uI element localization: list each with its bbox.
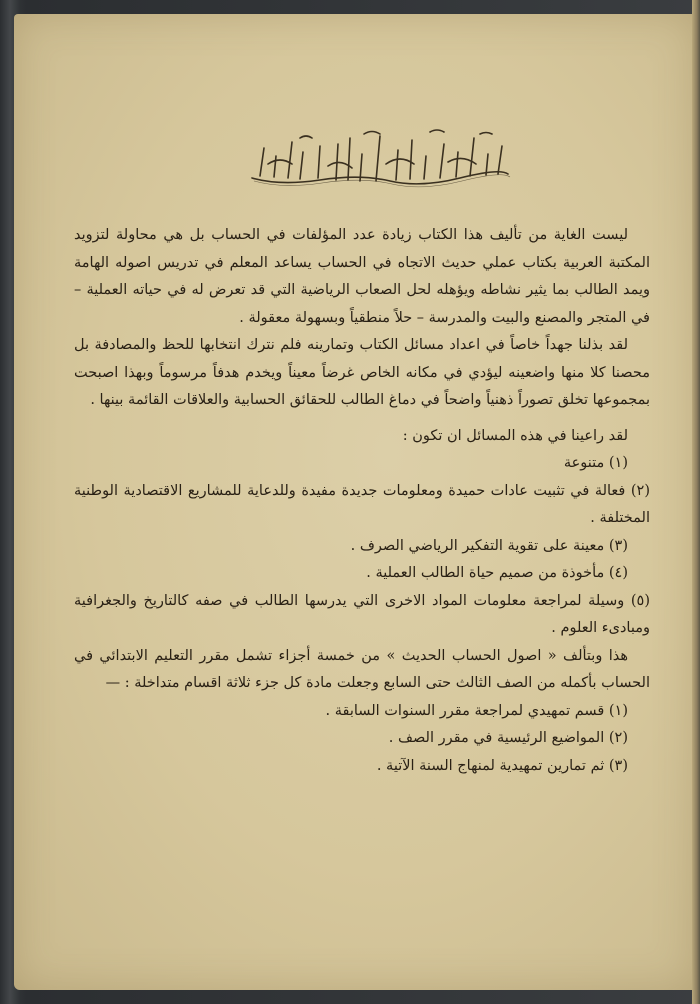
paragraph-structure: هذا وبتألف « اصول الحساب الحديث » من خمسة أجزاء تشمل مقرر التعليم الابتدائي في الحساب بأكمله من الصف الثالث حتى السابع وجعلت مادة كل جزء ثلاثة اقسام متداخلة : — (74, 647, 650, 691)
section-item-1: (١) قسم تمهيدي لمراجعة مقرر السنوات السابقة . (325, 702, 628, 719)
goal-item-3: (٣) معينة على تقوية التفكير الرياضي الصرف . (350, 537, 628, 554)
goal-item-1: (١) متنوعة (563, 455, 628, 471)
basmala-calligraphy (240, 126, 520, 196)
section-item-3: (٣) ثم تمارين تمهيدية لمنهاج السنة الآتية . (376, 757, 628, 774)
goal-item-2: (٢) فعالة في تثبيت عادات حميدة ومعلومات جديدة مفيدة وللدعاية للمشاريع الاقتصادية الوطنية المختلفة . (74, 482, 650, 526)
preface-text (74, 222, 650, 780)
goal-item-5: (٥) وسيلة لمراجعة معلومات المواد الاخرى التي يدرسها الطالب في صفه كالتاريخ والجغرافية ومبادىء العلوم . (74, 592, 650, 636)
paragraph-purpose: ليست الغاية من تأليف هذا الكتاب زيادة عدد المؤلفات في الحساب بل هي محاولة لتزويد المكتبة العربية بكتاب عملي حديث الاتجاه في الحساب يساعد المعلم في تدريس اصوله الهامة ويمد الطالب بما يثير نشاطه ويؤهله لحل الصعاب الرياضية التي قد تعرض له في حياته العملية – في المتجر والمصنع والبيت والمدرسة – حلاً منطقياً وبسهولة معقولة . (74, 227, 650, 326)
section-item-2: (٢) المواضيع الرئيسية في مقرر الصف . (388, 730, 628, 746)
paragraph-effort: لقد بذلنا جهداً خاصاً في اعداد مسائل الكتاب وتمارينه فلم نترك انتخابها للحظ والمصادفة بل محصنا كلا منها واضعينه ليؤدي في مكانه الخاص غرضاً معيناً ويخدم هدفاً مرسوماً وبهذا اصبحت بمجموعها تخلق تصوراً ذهنياً واضحاً في دماغ الطالب للحقائق الحسابية والعلاقات القائمة بينها . (74, 337, 650, 408)
goals-intro: لقد راعينا في هذه المسائل ان تكون : (402, 427, 628, 444)
goal-item-4: (٤) مأخوذة من صميم حياة الطالب العملية . (366, 565, 628, 581)
page-edge (692, 0, 700, 1004)
spacer (74, 415, 650, 423)
